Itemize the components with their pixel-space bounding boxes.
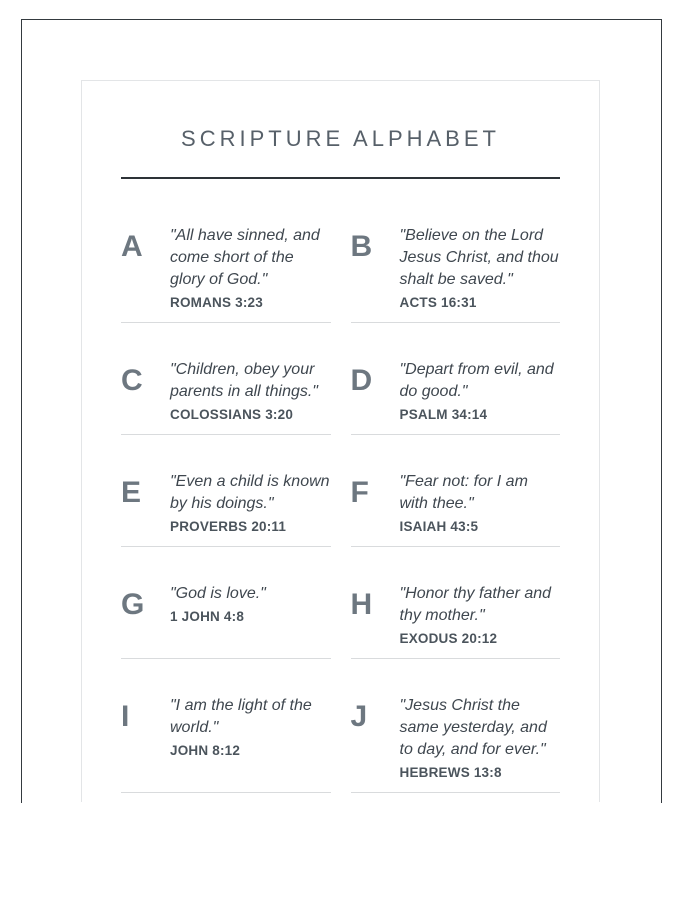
entry-quote: "Children, obey your parents in all things." <box>170 361 318 400</box>
entry-letter: D <box>350 364 373 397</box>
scripture-entry <box>121 471 331 547</box>
scripture-entry <box>351 359 561 435</box>
entry-body <box>400 471 561 536</box>
entry-quote: "Honor thy father and thy mother." <box>399 585 552 624</box>
title-rule <box>121 177 560 179</box>
entry-letter: J <box>350 700 368 733</box>
page-content <box>82 123 599 793</box>
entry-letter: B <box>350 230 373 263</box>
entry-reference: EXODUS 20:12 <box>399 631 498 646</box>
entry-body <box>400 695 561 782</box>
scripture-entry <box>351 225 561 323</box>
entry-letter: E <box>121 476 142 509</box>
entry-reference: ROMANS 3:23 <box>170 295 263 310</box>
entry-body <box>170 471 331 536</box>
entry-letter: C <box>121 364 143 397</box>
entry-quote: "Depart from evil, and do good." <box>399 361 554 400</box>
entry-body <box>400 583 561 648</box>
entry-quote: "God is love." <box>170 585 266 602</box>
entry-body <box>400 359 561 424</box>
scripture-entry <box>121 583 331 659</box>
scripture-entry <box>351 583 561 659</box>
entry-body <box>170 695 331 760</box>
scripture-entry <box>121 225 331 323</box>
entry-body <box>170 583 331 626</box>
scripture-entry <box>121 359 331 435</box>
scripture-entry <box>121 695 331 793</box>
entry-letter: F <box>350 476 369 509</box>
entry-reference: JOHN 8:12 <box>170 743 241 758</box>
entry-body <box>400 225 561 312</box>
entry-quote: "Believe on the Lord Jesus Christ, and thou shalt be saved." <box>399 227 559 288</box>
entry-letter: A <box>121 230 143 263</box>
entry-letter: I <box>121 700 130 733</box>
entry-body <box>170 359 331 424</box>
entry-reference: ISAIAH 43:5 <box>399 519 479 534</box>
page-title: SCRIPTURE ALPHABET <box>181 126 500 151</box>
scripture-entry <box>351 471 561 547</box>
page-frame <box>21 19 662 803</box>
entry-reference: ACTS 16:31 <box>399 295 477 310</box>
entry-reference: HEBREWS 13:8 <box>399 765 502 780</box>
scripture-entry <box>351 695 561 793</box>
document-page <box>81 80 600 802</box>
entry-reference: 1 JOHN 4:8 <box>170 609 245 624</box>
entry-letter: H <box>350 588 373 621</box>
entry-letter: G <box>121 588 145 621</box>
entry-body <box>170 225 331 312</box>
entries-grid <box>121 225 560 793</box>
entry-reference: COLOSSIANS 3:20 <box>170 407 294 422</box>
entry-quote: "All have sinned, and come short of the glory of God." <box>170 227 320 288</box>
entry-quote: "Even a child is known by his doings." <box>170 473 330 512</box>
entry-reference: PROVERBS 20:11 <box>170 519 287 534</box>
entry-reference: PSALM 34:14 <box>399 407 488 422</box>
entry-quote: "Fear not: for I am with thee." <box>399 473 528 512</box>
entry-quote: "I am the light of the world." <box>170 697 312 736</box>
entry-quote: "Jesus Christ the same yesterday, and to day, and for ever." <box>399 697 547 758</box>
